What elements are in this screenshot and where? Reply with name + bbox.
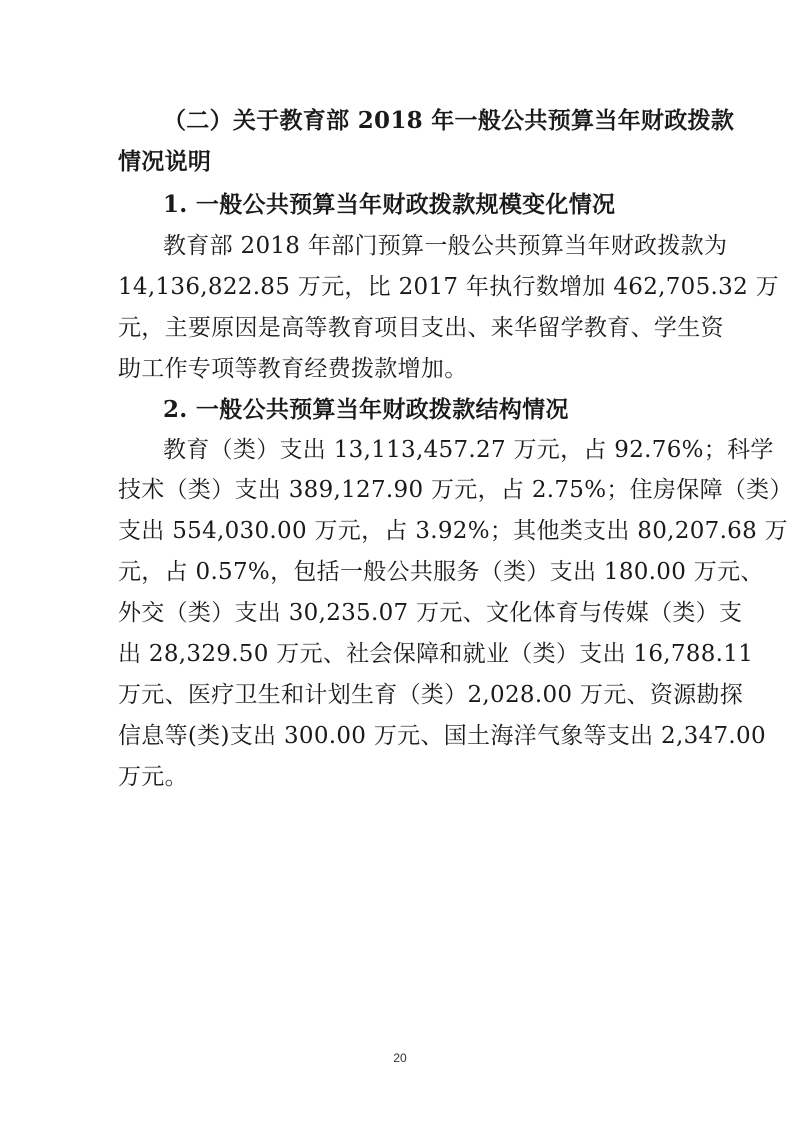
subsection-1-paragraph-line: 元，主要原因是高等教育项目支出、来华留学教育、学生资 [118, 315, 724, 341]
section-heading-line-2: 情况说明 [118, 148, 212, 175]
subsection-2-paragraph-line: 万元。 [118, 764, 188, 790]
subsection-1-paragraph-line: 助工作专项等教育经费拨款增加。 [118, 356, 468, 382]
subsection-2-paragraph-line: 信息等(类)支出 300.00 万元、国土海洋气象等支出 2,347.00 [118, 723, 766, 749]
subsection-2-paragraph-line: 出 28,329.50 万元、社会保障和就业（类）支出 16,788.11 [118, 641, 754, 667]
subsection-1-paragraph-line: 教育部 2018 年部门预算一般公共预算当年财政拨款为 [163, 233, 728, 259]
subsection-2-paragraph-line: 支出 554,030.00 万元，占 3.92%；其他类支出 80,207.68 万 [118, 518, 788, 544]
section-heading-line-1: （二）关于教育部 2018 年一般公共预算当年财政拨款 [163, 107, 735, 134]
subsection-2-paragraph-line: 教育（类）支出 13,113,457.27 万元，占 92.76%；科学 [163, 437, 774, 463]
subsection-2-heading: 2. 一般公共预算当年财政拨款结构情况 [163, 396, 569, 423]
page-number: 20 [393, 1051, 407, 1065]
subsection-1-paragraph-line: 14,136,822.85 万元，比 2017 年执行数增加 462,705.32 万 [118, 274, 779, 300]
subsection-1-heading: 1. 一般公共预算当年财政拨款规模变化情况 [163, 191, 616, 218]
subsection-2-paragraph-line: 外交（类）支出 30,235.07 万元、文化体育与传媒（类）支 [118, 600, 743, 626]
subsection-2-paragraph-line: 万元、医疗卫生和计划生育（类）2,028.00 万元、资源勘探 [118, 682, 744, 708]
subsection-2-paragraph-line: 技术（类）支出 389,127.90 万元，占 2.75%；住房保障（类） [118, 477, 793, 503]
subsection-2-paragraph-line: 元，占 0.57%，包括一般公共服务（类）支出 180.00 万元、 [118, 559, 764, 585]
